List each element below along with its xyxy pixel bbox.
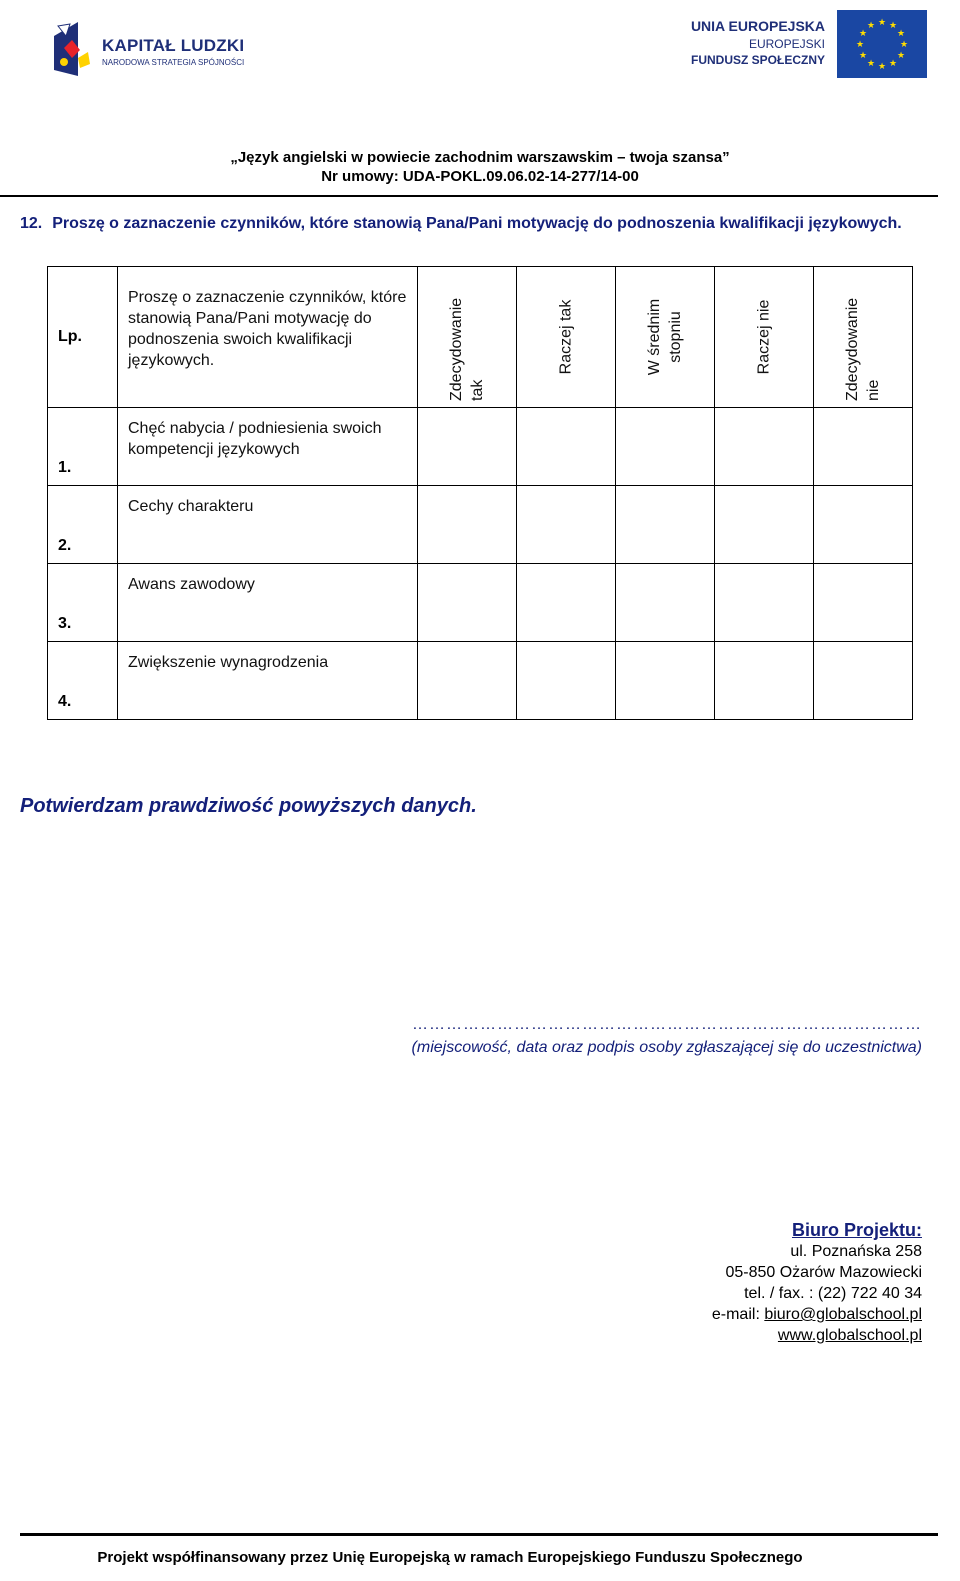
- svg-text:★: ★: [877, 62, 887, 72]
- answer-cell[interactable]: [418, 408, 517, 486]
- answer-checkbox[interactable]: [814, 408, 912, 485]
- answer-checkbox[interactable]: [715, 642, 813, 719]
- option-header-zdecydowanie-tak: [418, 267, 517, 408]
- answer-checkbox[interactable]: [418, 564, 516, 641]
- svg-text:★: ★: [877, 18, 887, 28]
- kapital-ludzki-title: KAPITAŁ LUDZKI: [102, 36, 245, 55]
- answer-cell[interactable]: [517, 564, 616, 642]
- project-title: „Język angielski w powiecie zachodnim warszawskim – twoja szansa”: [230, 149, 730, 166]
- answer-checkbox[interactable]: [814, 642, 912, 719]
- answer-cell[interactable]: [814, 486, 913, 564]
- answer-cell[interactable]: [715, 408, 814, 486]
- answer-cell[interactable]: [814, 642, 913, 720]
- kapital-ludzki-emblem-icon: [50, 18, 98, 80]
- answer-checkbox[interactable]: [517, 642, 615, 719]
- row-factor: Zwiększenie wynagrodzenia: [118, 642, 418, 720]
- answer-checkbox[interactable]: [418, 408, 516, 485]
- row-number: 2.: [48, 486, 118, 564]
- row-number: 1.: [48, 408, 118, 486]
- row-factor: Awans zawodowy: [118, 564, 418, 642]
- answer-checkbox[interactable]: [517, 408, 615, 485]
- answer-checkbox[interactable]: [616, 408, 714, 485]
- row-number: 3.: [48, 564, 118, 642]
- contract-number: Nr umowy: UDA-POKL.09.06.02-14-277/14-00: [321, 168, 639, 185]
- table-row: [48, 486, 913, 564]
- option-header-w-srednim-stopniu: [616, 267, 715, 408]
- option-header-label: Raczej tak: [557, 299, 575, 375]
- answer-checkbox[interactable]: [418, 486, 516, 563]
- svg-text:★: ★: [888, 21, 898, 31]
- answer-cell[interactable]: [715, 564, 814, 642]
- row-number: 4.: [48, 642, 118, 720]
- eu-logo: [690, 10, 927, 82]
- answer-checkbox[interactable]: [418, 642, 516, 719]
- svg-text:★: ★: [866, 59, 876, 69]
- lp-header: Lp.: [48, 267, 118, 408]
- answer-checkbox[interactable]: [616, 564, 714, 641]
- eu-flag-icon: [837, 10, 927, 78]
- answer-checkbox[interactable]: [616, 486, 714, 563]
- project-header: [0, 148, 960, 186]
- svg-text:★: ★: [896, 51, 906, 61]
- svg-text:★: ★: [858, 51, 868, 61]
- answer-cell[interactable]: [517, 408, 616, 486]
- office-title: Biuro Projektu:: [791, 1220, 922, 1240]
- answer-cell[interactable]: [616, 486, 715, 564]
- option-header-zdecydowanie-nie: [814, 267, 913, 408]
- eu-logo-line3: FUNDUSZ SPOŁECZNY: [690, 53, 825, 67]
- table-row: [48, 564, 913, 642]
- office-email-link[interactable]: biuro@globalschool.pl: [764, 1306, 922, 1323]
- answer-checkbox[interactable]: [517, 486, 615, 563]
- row-factor: Chęć nabycia / podniesienia swoich kompetencji językowych: [118, 408, 418, 486]
- option-header-label: Zdecydowanie tak: [448, 297, 486, 401]
- header-divider: [0, 195, 938, 197]
- factor-header: Proszę o zaznaczenie czynników, które stanowią Pana/Pani motywację do podnoszenia swoich kwalifikacji językowych.: [118, 267, 418, 408]
- footer-text: Projekt współfinansowany przez Unię Europejską w ramach Europejskiego Funduszu Społecznego: [97, 1549, 803, 1566]
- eu-logo-line2: EUROPEJSKI: [748, 37, 825, 51]
- row-factor: Cechy charakteru: [118, 486, 418, 564]
- survey-table: [47, 266, 913, 720]
- option-header-label: Zdecydowanie nie: [844, 297, 882, 401]
- question-number: 12.: [20, 215, 43, 232]
- table-header-row: [48, 267, 913, 408]
- answer-cell[interactable]: [814, 408, 913, 486]
- confirmation-statement: Potwierdzam prawdziwość powyższych danych.: [20, 795, 477, 817]
- answer-checkbox[interactable]: [715, 486, 813, 563]
- office-phone: tel. / fax. : (22) 722 40 34: [744, 1285, 922, 1302]
- answer-cell[interactable]: [418, 486, 517, 564]
- answer-cell[interactable]: [517, 486, 616, 564]
- kapital-ludzki-subtitle: NARODOWA STRATEGIA SPÓJNOŚCI: [102, 58, 245, 67]
- answer-checkbox[interactable]: [616, 642, 714, 719]
- question-text: Proszę o zaznaczenie czynników, które stanowią Pana/Pani motywację do podnoszenia kwalifikacji językowych.: [52, 215, 902, 232]
- kapital-ludzki-logo: [50, 18, 250, 82]
- answer-cell[interactable]: [517, 642, 616, 720]
- answer-cell[interactable]: [715, 642, 814, 720]
- office-city: 05-850 Ożarów Mazowiecki: [725, 1264, 922, 1281]
- svg-text:★: ★: [855, 40, 865, 50]
- answer-checkbox[interactable]: [517, 564, 615, 641]
- option-header-label: Raczej nie: [755, 299, 773, 375]
- svg-text:★: ★: [888, 59, 898, 69]
- table-row: [48, 408, 913, 486]
- answer-cell[interactable]: [616, 408, 715, 486]
- answer-checkbox[interactable]: [715, 408, 813, 485]
- svg-text:★: ★: [896, 29, 906, 39]
- table-row: [48, 642, 913, 720]
- answer-cell[interactable]: [418, 564, 517, 642]
- answer-checkbox[interactable]: [814, 564, 912, 641]
- option-header-raczej-nie: [715, 267, 814, 408]
- signature-label: (miejscowość, data oraz podpis osoby zgłaszającej się do uczestnictwa): [411, 1039, 922, 1056]
- answer-cell[interactable]: [715, 486, 814, 564]
- signature-line[interactable]: ………………………………………………………………………………: [412, 1016, 922, 1033]
- svg-text:★: ★: [866, 21, 876, 31]
- office-website-link[interactable]: www.globalschool.pl: [777, 1327, 922, 1344]
- office-email-line: [712, 1304, 922, 1325]
- answer-cell[interactable]: [616, 642, 715, 720]
- question: [20, 213, 920, 235]
- option-header-label: W średnim stopniu: [646, 298, 684, 376]
- svg-text:★: ★: [858, 29, 868, 39]
- office-email-prefix: e-mail:: [711, 1306, 765, 1323]
- project-office: [712, 1220, 922, 1346]
- svg-text:★: ★: [899, 40, 909, 50]
- answer-checkbox[interactable]: [814, 486, 912, 563]
- answer-cell[interactable]: [814, 564, 913, 642]
- option-header-raczej-tak: [517, 267, 616, 408]
- answer-cell[interactable]: [418, 642, 517, 720]
- answer-checkbox[interactable]: [715, 564, 813, 641]
- office-street: ul. Poznańska 258: [790, 1243, 922, 1260]
- footer-divider: [20, 1533, 938, 1536]
- answer-cell[interactable]: [616, 564, 715, 642]
- eu-logo-line1: UNIA EUROPEJSKA: [690, 18, 825, 34]
